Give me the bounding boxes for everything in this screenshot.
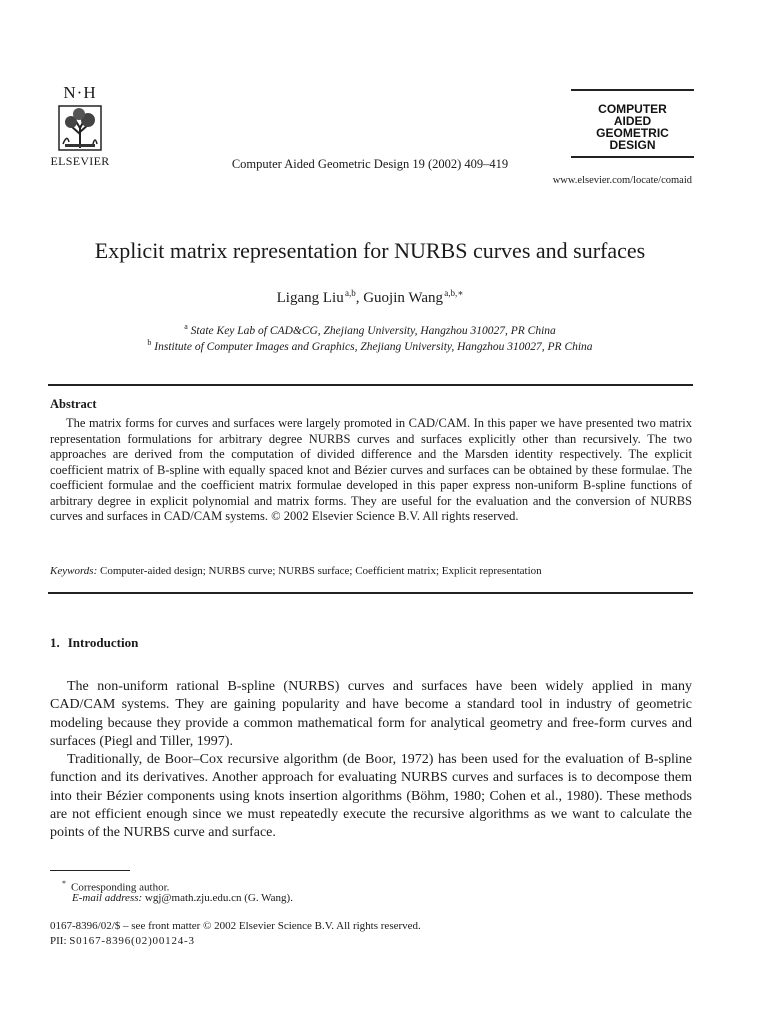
pii-line xyxy=(50,935,195,947)
author-affiliation-mark: a,b,∗ xyxy=(444,288,464,298)
author-separator: , xyxy=(355,290,364,306)
front-matter-line: 0167-8396/02/$ – see front matter © 2002 Elsevier Science B.V. All rights reserved. xyxy=(50,920,421,932)
footnote-text: Corresponding author. xyxy=(71,881,170,894)
pii-label: PII: xyxy=(50,935,67,947)
body-paragraph: The non-uniform rational B-spline (NURBS) curves and surfaces have been widely applied in many CAD/CAM systems. They are gaining popularity and have become a standard tool in industry of geometric modeling because they provide a common mathematical form for analytical geometry and free-form curves and surfaces (Piegl and Tiller, 1997). xyxy=(50,679,692,749)
author-name: Guojin Wang xyxy=(363,290,443,306)
affiliation xyxy=(0,322,740,337)
article-title: Explicit matrix representation for NURBS curves and surfaces xyxy=(94,238,646,263)
abstract-top-rule xyxy=(48,384,693,386)
keywords xyxy=(50,565,692,577)
journal-url-link[interactable]: www.elsevier.com/locate/comaid xyxy=(552,175,692,186)
author-name: Ligang Liu xyxy=(276,290,344,306)
email-address[interactable]: wgj@math.zju.edu.cn (G. Wang). xyxy=(144,892,293,904)
affiliation-text: State Key Lab of CAD&CG, Zhejiang University, Hangzhou 310027, PR China xyxy=(190,324,556,337)
keywords-label: Keywords: xyxy=(50,565,98,577)
brand-line: AIDED xyxy=(613,114,652,128)
footnote-mark: * xyxy=(62,879,66,888)
abstract-text: The matrix forms for curves and surfaces were largely promoted in CAD/CAM. In this paper we have presented two matrix representation formulations for arbitrary degree NURBS curves and surfaces explicitly other than recursively. The two approaches are derived from the computation of divided difference and the Marsden identity respectively. The explicit coefficient matrix of B-spline with equally spaced knot and Bézier curves and surfaces can be obtained by these formulae. The coefficient formulae and the coefficient matrix formulae developed in this paper express non-uniform B-spline functions of arbitrary degree in explicit polynomial and matrix forms. They are useful for the evaluation and the conversion of NURBS curves and surfaces in CAD/CAM systems. © 2002 Elsevier Science B.V. All rights reserved. xyxy=(50,416,692,523)
journal-brand xyxy=(571,89,694,158)
author-list xyxy=(0,288,740,307)
pii-code: S0167-8396(02)00124-3 xyxy=(69,935,195,947)
affiliation xyxy=(0,338,740,353)
affiliation-mark: b xyxy=(147,338,152,347)
email-note xyxy=(72,891,293,905)
brand-line: COMPUTER xyxy=(598,102,667,116)
publisher-logo xyxy=(48,84,112,169)
abstract-heading: Abstract xyxy=(50,397,97,411)
brand-line: DESIGN xyxy=(609,138,656,152)
abstract-bottom-rule xyxy=(48,592,693,594)
section-title: Introduction xyxy=(67,635,139,650)
footnote-rule xyxy=(50,870,130,871)
affiliation-text: Institute of Computer Images and Graphics, Zhejiang University, Hangzhou 310027, PR China xyxy=(154,340,593,353)
email-label: E-mail address: xyxy=(72,892,143,904)
section-number: 1. xyxy=(50,635,60,650)
keywords-list: Computer-aided design; NURBS curve; NURBS surface; Coefficient matrix; Explicit representation xyxy=(100,565,542,577)
affiliation-mark: a xyxy=(184,322,188,331)
body-paragraph: Traditionally, de Boor–Cox recursive algorithm (de Boor, 1972) has been used for the evaluation of B-spline function and its derivatives. Another approach for evaluating NURBS curves and surfaces is to decompose them into their Bézier components using knots insertion algorithms (Böhm, 1980; Cohen et al., 1980). These methods are not efficient enough since we must repeatedly execute the recursive algorithms as we want to calculate the points of the NURBS curve and surface. xyxy=(50,752,692,841)
publisher-mark: N·H xyxy=(63,83,97,102)
brand-line: GEOMETRIC xyxy=(596,126,669,140)
author-affiliation-mark: a,b xyxy=(344,288,356,298)
journal-reference: Computer Aided Geometric Design 19 (2002) 409–419 xyxy=(231,157,509,171)
section-heading xyxy=(50,635,138,651)
elsevier-tree-icon xyxy=(57,104,103,152)
publisher-name: ELSEVIER xyxy=(50,154,110,168)
brand-rule-bottom xyxy=(571,156,694,158)
journal-brand-text xyxy=(571,91,694,156)
